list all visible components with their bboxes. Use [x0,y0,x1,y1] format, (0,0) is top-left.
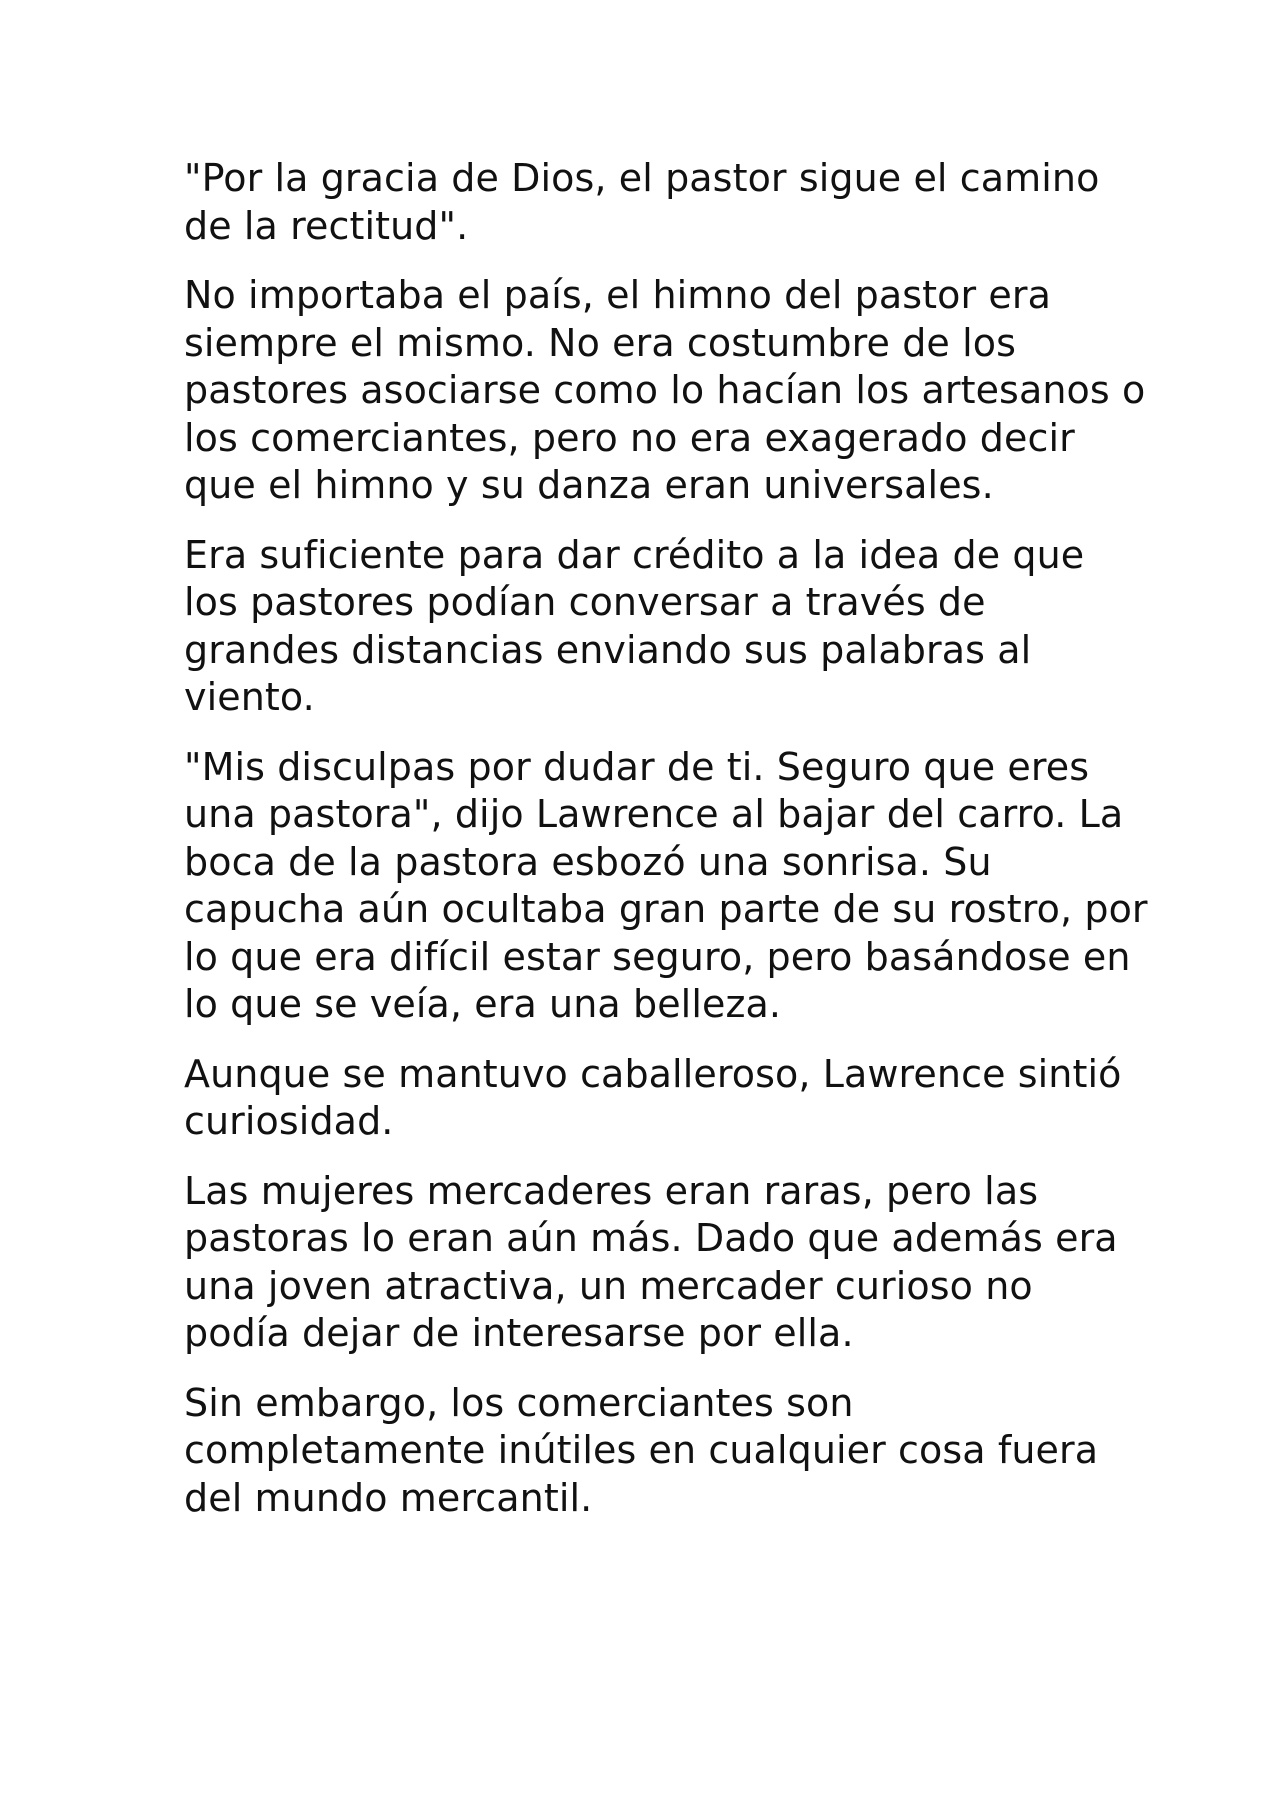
paragraph: Sin embargo, los comerciantes son completamente inútiles en cualquier cosa fuera del mundo mercantil. [184,1380,1099,1520]
paragraph: Aunque se mantuvo caballeroso, Lawrence sintió curiosidad. [184,1051,1122,1143]
paragraph: Era suficiente para dar crédito a la idea de que los pastores podían conversar a través de grandes distancias enviando sus palabras al viento. [184,532,1085,719]
text-body [184,155,1150,1522]
paragraph: Las mujeres mercaderes eran raras, pero las pastoras lo eran aún más. Dado que además era una joven atractiva, un mercader curioso no podía dejar de interesarse por ella. [184,1168,1118,1355]
paragraph: "Por la gracia de Dios, el pastor sigue el camino de la rectitud". [184,156,1100,248]
paragraph: "Mis disculpas por dudar de ti. Seguro que eres una pastora", dijo Lawrence al bajar del carro. La boca de la pastora esbozó una sonrisa. Su capucha aún ocultaba gran parte de su rostro, por lo que era difícil estar seguro, pero basándose en lo que se veía, era una belleza. [184,744,1148,1026]
paragraph: No importaba el país, el himno del pastor era siempre el mismo. No era costumbre de los pastores asociarse como lo hacían los artesanos o los comerciantes, pero no era exagerado decir que el himno y su danza eran universales. [184,273,1146,507]
